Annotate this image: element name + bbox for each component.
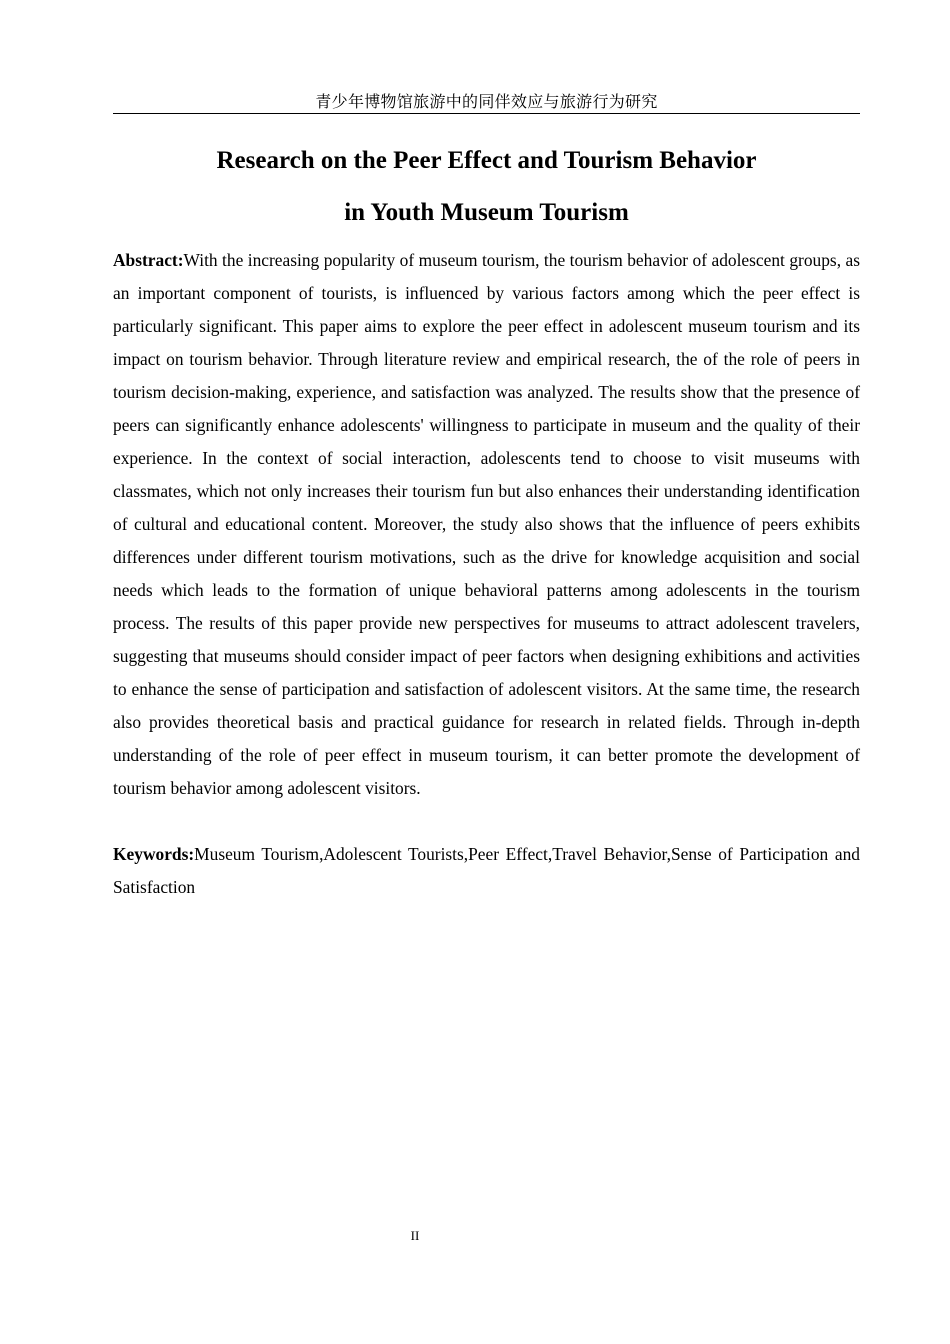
keywords-paragraph (113, 838, 860, 904)
abstract-text: With the increasing popularity of museum tourism, the tourism behavior of adolescent groups, as an important component of tourists, is influenced by various factors among which the peer effect is particularly significant. This paper aims to explore the peer effect in adolescent museum tourism and its impact on tourism behavior. Through literature review and empirical research, the of the role of peers in tourism decision-making, experience, and satisfaction was analyzed. The results show that the presence of peers can significantly enhance adolescents' willingness to participate in museum and the quality of their experience. In the context of social interaction, adolescents tend to choose to visit museums with classmates, which not only increases their tourism fun but also enhances their understanding identification of cultural and educational content. Moreover, the study also shows that the influence of peers exhibits differences under different tourism motivations, such as the drive for knowledge acquisition and social needs which leads to the formation of unique behavioral patterns among adolescents in the tourism process. The results of this paper provide new perspectives for museums to attract adolescent travelers, suggesting that museums should consider impact of peer factors when designing exhibitions and activities to enhance the sense of participation and satisfaction of adolescent visitors. At the same time, the research also provides theoretical basis and practical guidance for research in related fields. Through in-depth understanding of the role of peer effect in museum tourism, it can better promote the development of tourism behavior among adolescent visitors. (113, 250, 860, 798)
keywords-label: Keywords: (113, 844, 195, 864)
running-header: 青少年博物馆旅游中的同伴效应与旅游行为研究 (113, 91, 860, 114)
page-number: II (410, 1228, 420, 1243)
paper-title-line-2: in Youth Museum Tourism (344, 199, 629, 226)
abstract-paragraph (113, 244, 860, 805)
abstract-label: Abstract: (113, 250, 184, 270)
keywords-text: Museum Tourism,Adolescent Tourists,Peer Effect,Travel Behavior,Sense of Participation and Satisfaction (113, 844, 860, 897)
paper-title-line-1: Research on the Peer Effect and Tourism Behavior (216, 147, 757, 174)
